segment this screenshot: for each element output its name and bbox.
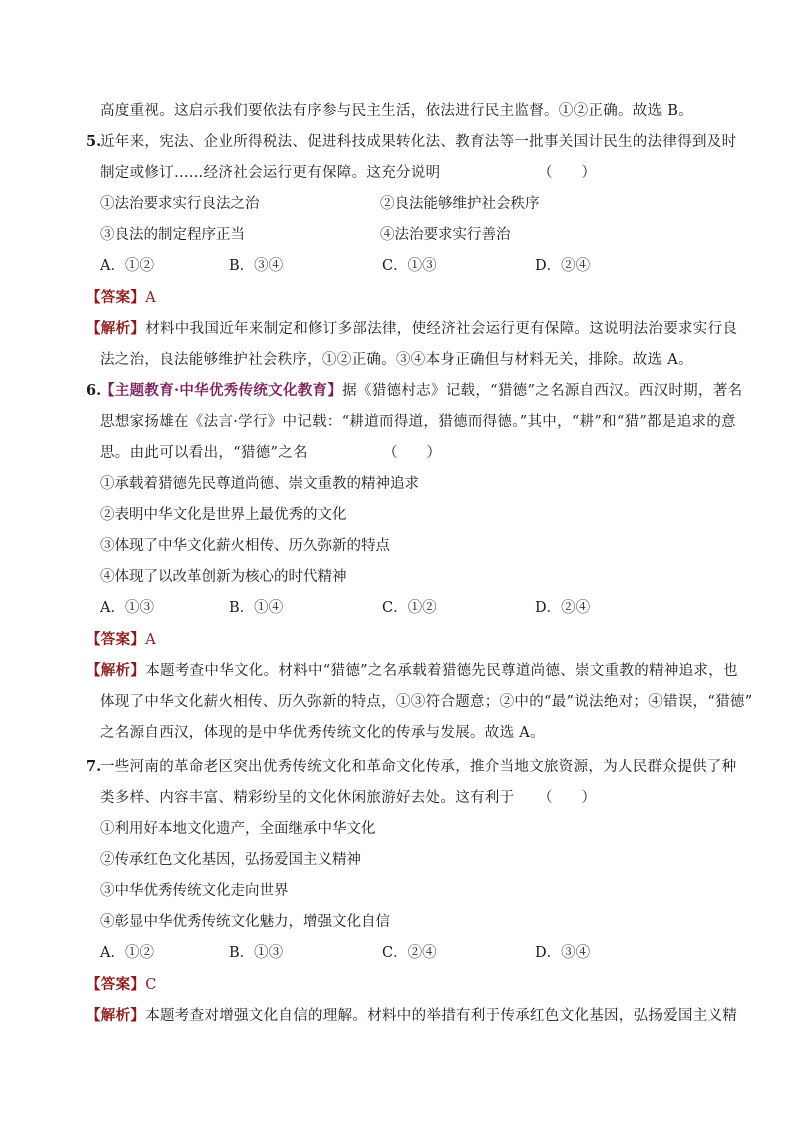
question-7-number: 7. xyxy=(86,758,102,775)
theme-tag: 【主题教育·中华优秀传统文化教育】 xyxy=(100,382,343,399)
answer-value: C xyxy=(145,977,157,993)
question-7-analysis-line1 xyxy=(86,1006,737,1026)
question-5-choice-b: B．③④ xyxy=(229,258,284,274)
question-5-answer-blank: （ ） xyxy=(538,165,596,181)
question-6-stem-line2: 思想家扬雄在《法言·学行》中记载：“耕道而得道，猎德而得德。”其中，“耕”和“猎”都是追求的意 xyxy=(100,414,736,430)
question-5-analysis-line2: 法之治，良法能够维护社会秩序，①②正确。③④本身正确但与材料无关，排除。故选 A。 xyxy=(100,352,693,368)
question-5-choice-c: C．①③ xyxy=(382,258,437,274)
question-6-choice-d: D．②④ xyxy=(535,600,591,616)
question-7-statement-2: ②传承红色文化基因，弘扬爱国主义精神 xyxy=(100,852,361,868)
question-7-statement-1: ①利用好本地文化遗产，全面继承中华文化 xyxy=(100,821,376,837)
question-7-statement-4: ④彰显中华优秀传统文化魅力，增强文化自信 xyxy=(100,914,390,930)
question-5-stem-line2: 制定或修订……经济社会运行更有保障。这充分说明 xyxy=(100,165,441,181)
answer-value: A xyxy=(145,290,156,306)
question-5-statement-2: ②良法能够维护社会秩序 xyxy=(380,196,540,212)
analysis-label: 【解析】 xyxy=(86,1007,146,1024)
question-6-choice-b: B．①④ xyxy=(229,600,284,616)
question-7-answer xyxy=(86,975,157,995)
question-5-statement-4: ④法治要求实行善治 xyxy=(380,227,511,243)
analysis-text: 材料中我国近年来制定和修订多部法律，使经济社会运行更有保障。这说明法治要求实行良 xyxy=(145,321,738,337)
question-7-choice-d: D．③④ xyxy=(535,945,591,961)
analysis-label: 【解析】 xyxy=(86,662,146,679)
answer-label: 【答案】 xyxy=(86,976,146,993)
question-6-choice-a: A．①③ xyxy=(100,600,154,616)
question-6-analysis-line1 xyxy=(86,661,738,681)
question-5-statement-3: ③良法的制定程序正当 xyxy=(100,227,245,243)
question-6-analysis-line3: 之名源自西汉，体现的是中华优秀传统文化的传承与发展。故选 A。 xyxy=(100,725,545,741)
question-5-choice-a: A．①② xyxy=(100,258,154,274)
question-6-choice-c: C．①② xyxy=(382,600,437,616)
answer-value: A xyxy=(145,632,156,648)
analysis-text: 本题考查对增强文化自信的理解。材料中的举措有利于传承红色文化基因，弘扬爱国主义精 xyxy=(145,1008,738,1024)
question-6-number: 6. xyxy=(86,382,102,399)
question-5-analysis-line1 xyxy=(86,319,737,339)
question-6-statement-1: ①承载着猎德先民尊道尚德、崇文重教的精神追求 xyxy=(100,476,419,492)
question-7-answer-blank: （ ） xyxy=(538,790,596,806)
question-5-choice-d: D．②④ xyxy=(535,258,591,274)
answer-label: 【答案】 xyxy=(86,289,146,306)
question-6-stem-line3: 思。由此可以看出，“猎德”之名 xyxy=(100,445,308,461)
previous-analysis-end: 高度重视。这启示我们要依法有序参与民主生活，依法进行民主监督。①②正确。故选 B。 xyxy=(100,103,694,119)
question-5-stem-line1: 近年来，宪法、企业所得税法、促进科技成果转化法、教育法等一批事关国计民生的法律得到及时 xyxy=(100,134,737,150)
question-5-number: 5. xyxy=(86,133,102,150)
stem-text: 据《猎德村志》记载，“猎德”之名源自西汉。西汉时期，著名 xyxy=(342,383,743,399)
question-7-stem-line2: 类多样、内容丰富、精彩纷呈的文化休闲旅游好去处。这有利于 xyxy=(100,790,515,806)
question-7-choice-a: A．①② xyxy=(100,945,154,961)
answer-label: 【答案】 xyxy=(86,631,146,648)
question-6-answer-blank: （ ） xyxy=(383,445,441,461)
question-6-statement-4: ④体现了以改革创新为核心的时代精神 xyxy=(100,569,347,585)
question-6-analysis-line2: 体现了中华文化薪火相传、历久弥新的特点，①③符合题意；②中的“最”说法绝对；④错误，“猎德” xyxy=(100,694,753,710)
analysis-label: 【解析】 xyxy=(86,320,146,337)
question-5-statement-1: ①法治要求实行良法之治 xyxy=(100,196,260,212)
analysis-text: 本题考查中华文化。材料中“猎德”之名承载着猎德先民尊道尚德、崇文重教的精神追求，也 xyxy=(145,663,738,679)
question-7-stem-line1: 一些河南的革命老区突出优秀传统文化和革命文化传承，推介当地文旅资源，为人民群众提供了种 xyxy=(100,759,737,775)
question-6-statement-2: ②表明中华文化是世界上最优秀的文化 xyxy=(100,507,347,523)
question-6-stem-line1 xyxy=(100,381,742,401)
question-6-answer xyxy=(86,630,156,650)
question-7-choice-c: C．②④ xyxy=(382,945,437,961)
question-6-statement-3: ③体现了中华文化薪火相传、历久弥新的特点 xyxy=(100,538,390,554)
question-7-choice-b: B．①③ xyxy=(229,945,284,961)
question-5-answer xyxy=(86,288,156,308)
question-7-statement-3: ③中华优秀传统文化走向世界 xyxy=(100,883,289,899)
